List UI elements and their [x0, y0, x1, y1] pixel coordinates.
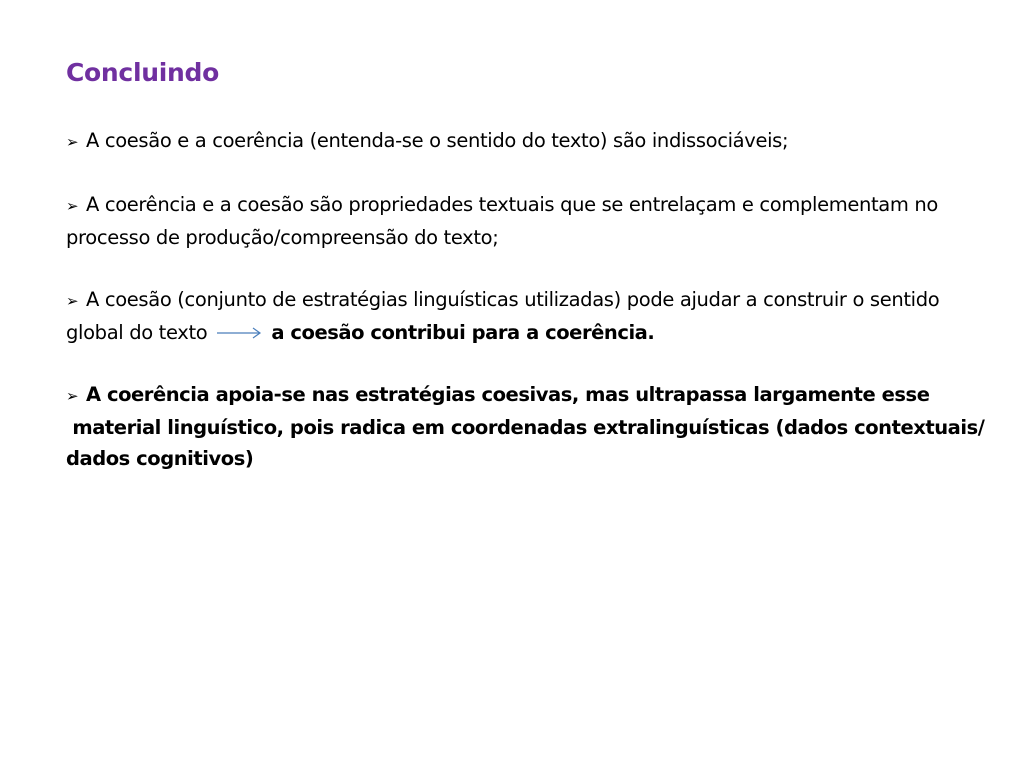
arrow-bullet-icon: ➢ — [66, 292, 79, 310]
bullet-text-line-2: material linguístico, pois radica em coordenadas extralinguísticas (dados contextuais/ — [66, 416, 985, 439]
bullet-conclusion-bold: a coesão contribui para a coerência. — [271, 321, 655, 344]
arrow-bullet-icon: ➢ — [66, 133, 79, 151]
bullet-text-line-1: A coerência apoia-se nas estratégias coesivas, mas ultrapassa largamente esse — [86, 383, 930, 406]
right-arrow-icon — [215, 326, 263, 340]
bullet-text-line-1: A coesão (conjunto de estratégias linguísticas utilizadas) pode ajudar a construir o sentido — [86, 288, 940, 311]
slide-title: Concluindo — [66, 58, 219, 87]
arrow-bullet-icon: ➢ — [66, 197, 79, 215]
bullet-text-line-2: processo de produção/compreensão do texto; — [66, 226, 499, 249]
slide-body — [66, 125, 1024, 505]
bullet-point-3 — [66, 284, 1024, 348]
bullet-text: A coesão e a coerência (entenda-se o sentido do texto) são indissociáveis; — [86, 129, 789, 152]
bullet-text-line-3: dados cognitivos) — [66, 447, 254, 470]
bullet-point-4 — [66, 379, 1024, 474]
bullet-point-1 — [66, 125, 1024, 158]
bullet-text-line-1: A coerência e a coesão são propriedades textuais que se entrelaçam e complementam no — [86, 193, 938, 216]
bullet-text-prefix: global do texto — [66, 321, 208, 344]
arrow-bullet-icon: ➢ — [66, 387, 79, 405]
bullet-point-2 — [66, 189, 1024, 253]
